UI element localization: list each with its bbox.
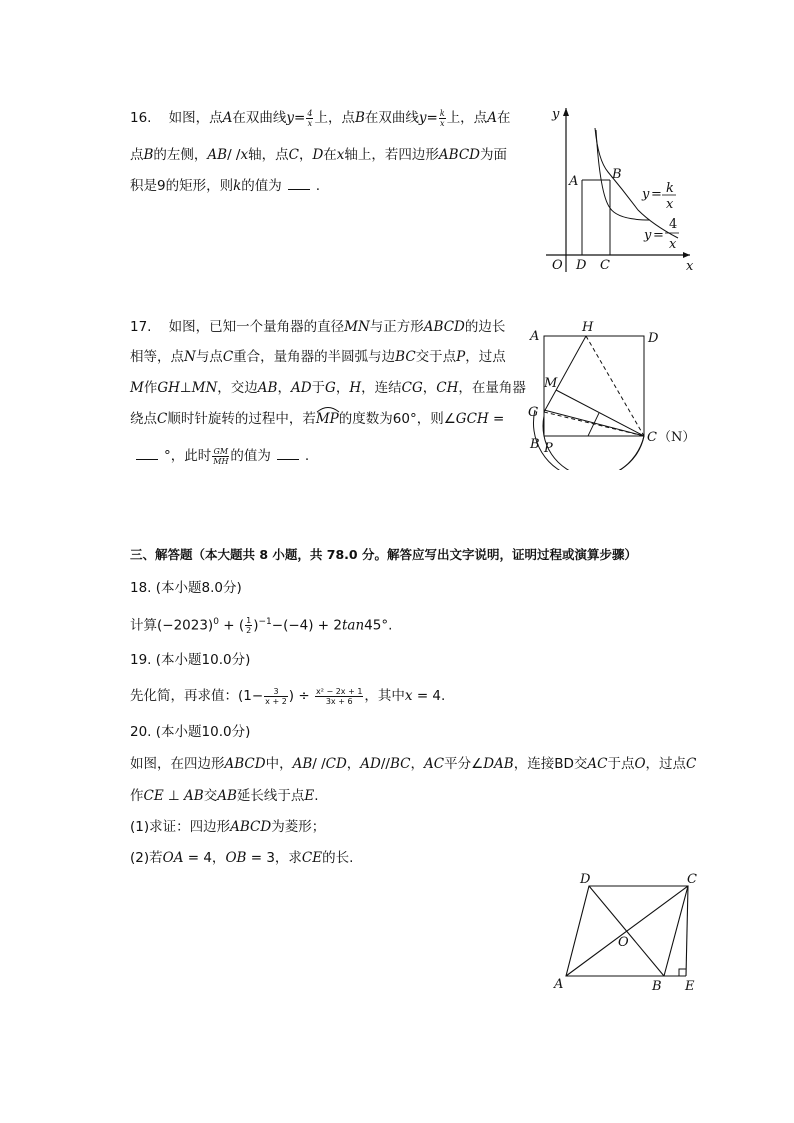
svg-text:x: x bbox=[666, 197, 674, 212]
q20-head: 20. (本小题10.0分) bbox=[130, 724, 251, 740]
x-axis-arrow-icon bbox=[683, 252, 690, 258]
svg-text:（N）: （N） bbox=[658, 430, 696, 445]
section-header: 三、解答题（本大题共 8 小题，共 78.0 分。解答应写出文字说明，证明过程或演算步骤） bbox=[130, 547, 637, 562]
segment-MC bbox=[556, 390, 644, 436]
svg-text:=: = bbox=[651, 187, 662, 202]
answer-blank bbox=[288, 177, 310, 190]
label-y: y bbox=[552, 107, 560, 122]
fraction-quadratic-over-linear: $\frac{\text{x² − 2x + 1}}{3x + 6}$ bbox=[315, 686, 363, 706]
q19-expression: 先化简，再求值：(1− $\frac{3}{x + 2}$ ) ÷ $\frac{\text{x² − 2x + 1}}{3x + 6}$ ，其中x = 4. bbox=[130, 686, 446, 706]
label-C: C bbox=[600, 258, 610, 273]
svg-text:C: C bbox=[647, 430, 657, 445]
label-x: x bbox=[686, 259, 694, 274]
q16-figure bbox=[538, 100, 698, 278]
svg-text:O: O bbox=[618, 935, 629, 950]
q16-line-1: 16. 如图，点A在双曲线y= $\frac{4}{x}$ 上，点B在双曲线y= $\frac{k}{x}$ 上，点A在 bbox=[130, 108, 511, 128]
svg-text:D: D bbox=[580, 872, 591, 887]
svg-text:D: D bbox=[648, 331, 659, 346]
q20-line-1: 如图，在四边形ABCD中，AB/ /CD，AD//BC，AC平分∠DAB，连接BD交AC于点O，过点C bbox=[130, 756, 697, 772]
q17-line-4: 绕点C顺时针旋转的过程中，若MP 的度数为60°，则∠GCH = bbox=[130, 409, 504, 429]
curve-y-4-over-x bbox=[596, 130, 650, 220]
q20-line-2: 作CE ⊥ AB交AB延长线于点E. bbox=[130, 788, 319, 804]
fraction-GM-over-MH: $\frac{GM}{MH}$ bbox=[213, 446, 229, 466]
q17-line-2: 相等，点N与点C重合，量角器的半圆弧与边BC交于点P，过点 bbox=[130, 349, 506, 365]
fraction-k-over-x: $\frac{k}{x}$ bbox=[439, 108, 445, 128]
q18-head: 18. (本小题8.0分) bbox=[130, 580, 242, 596]
svg-text:y: y bbox=[644, 228, 652, 243]
svg-text:x: x bbox=[669, 237, 677, 252]
svg-text:C: C bbox=[687, 872, 697, 887]
svg-text:B: B bbox=[652, 979, 662, 994]
answer-blank-angle bbox=[136, 447, 158, 460]
svg-text:A: A bbox=[554, 977, 564, 992]
q20-part-2: (2)若OA = 4，OB = 3，求CE的长. bbox=[130, 850, 354, 866]
q16-number: 16. bbox=[130, 110, 152, 126]
label-O: O bbox=[552, 258, 563, 273]
svg-text:=: = bbox=[653, 228, 664, 243]
label-A: A bbox=[569, 174, 579, 189]
svg-text:y: y bbox=[642, 187, 650, 202]
q17-line-5: °，此时 $\frac{GM}{MH}$ 的值为 . bbox=[130, 446, 309, 466]
protractor-mark bbox=[588, 413, 599, 436]
diagonal-BD bbox=[589, 886, 664, 976]
arc-mark-icon bbox=[316, 405, 340, 413]
q17-figure bbox=[524, 320, 704, 470]
answer-blank-ratio bbox=[277, 447, 299, 460]
svg-text:H: H bbox=[582, 320, 594, 335]
svg-text:E: E bbox=[685, 979, 695, 994]
right-angle-mark-icon bbox=[679, 969, 686, 976]
protractor-outer-arc bbox=[533, 410, 644, 470]
label-B: B bbox=[612, 167, 622, 182]
svg-text:k: k bbox=[666, 181, 674, 196]
q19-head: 19. (本小题10.0分) bbox=[130, 652, 251, 668]
q16-line-3: 积是9的矩形，则k的值为 . bbox=[130, 178, 321, 194]
svg-text:4: 4 bbox=[669, 217, 678, 232]
segment-GH bbox=[544, 336, 586, 412]
q17-line-3: M作GH⊥MN，交边AB，AD于G，H，连结CG，CH，在量角器 bbox=[130, 380, 526, 396]
q16-line-2: 点B的左侧，AB/ /x轴，点C，D在x轴上，若四边形ABCD为面 bbox=[130, 147, 507, 163]
y-axis-arrow-icon bbox=[563, 108, 569, 116]
segment-CE bbox=[686, 886, 688, 976]
q17-line-1: 17. 如图，已知一个量角器的直径MN与正方形ABCD的边长 bbox=[130, 319, 506, 335]
square-ABCD bbox=[544, 336, 644, 436]
svg-text:M: M bbox=[544, 376, 558, 391]
fraction-4-over-x: $\frac{4}{x}$ bbox=[307, 108, 313, 128]
q17-number: 17. bbox=[130, 319, 152, 335]
fraction-1-over-2: $\frac{1}{2}$ bbox=[246, 616, 252, 635]
q20-figure bbox=[548, 868, 708, 998]
arc-MP: MP bbox=[316, 409, 339, 429]
svg-text:P: P bbox=[544, 441, 553, 456]
svg-text:B: B bbox=[530, 437, 540, 452]
q20-part-1: (1)求证：四边形ABCD为菱形； bbox=[130, 819, 326, 835]
svg-text:A: A bbox=[530, 329, 540, 344]
svg-text:G: G bbox=[528, 405, 539, 420]
label-D: D bbox=[576, 258, 587, 273]
fraction-3-over-x-plus-2: $\frac{3}{x + 2}$ bbox=[265, 686, 287, 706]
q18-expression: 计算$(-2023)^0$ + ( $\frac{1}{2}$ )$^{-1}$−(−4) + 2tan45°. bbox=[130, 616, 393, 635]
